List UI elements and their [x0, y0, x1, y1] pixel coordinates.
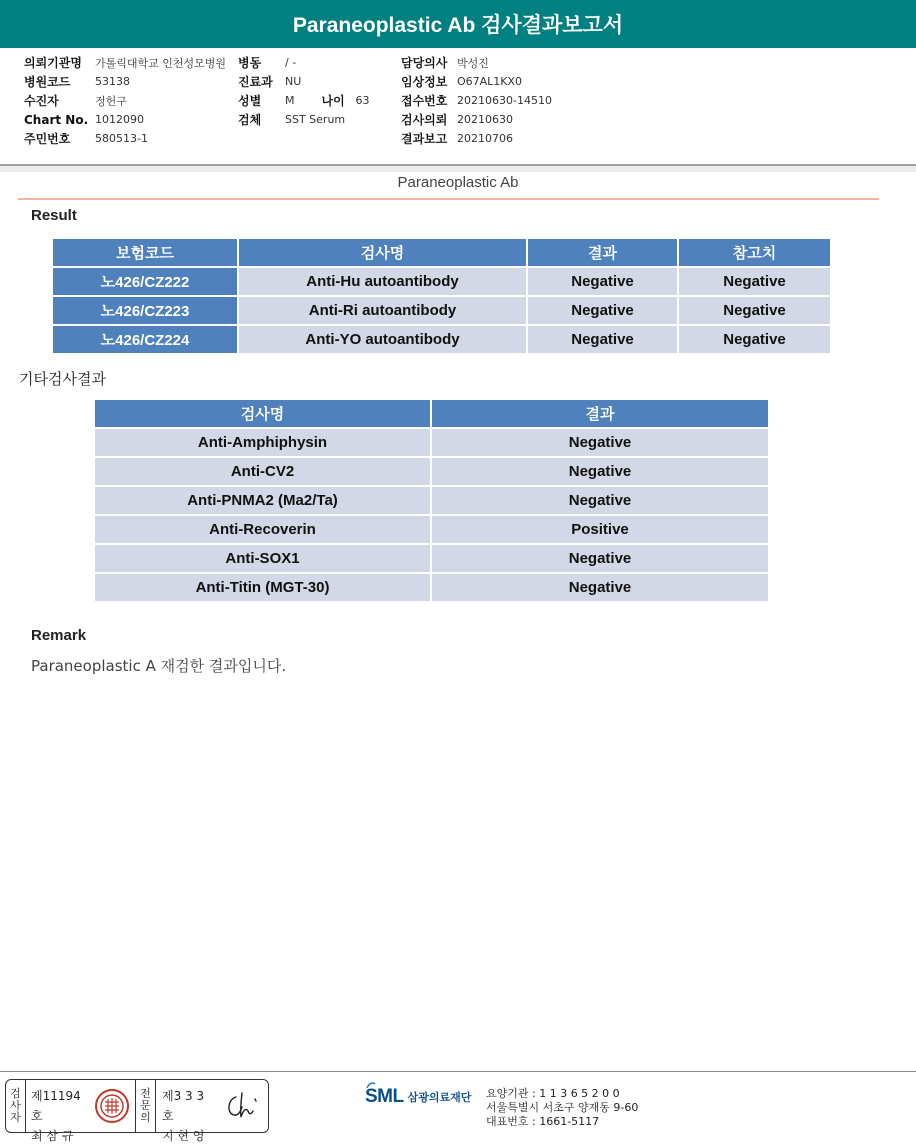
footer-divider [0, 1071, 916, 1072]
specialist-label [136, 1080, 156, 1132]
info-value: O67AL1KX0 [457, 75, 523, 88]
label-char: 사 [10, 1099, 21, 1112]
section-underline [18, 198, 879, 200]
info-row-clinical [401, 72, 552, 91]
col-header-result: 결과 [432, 400, 768, 427]
label-char: 전 [140, 1087, 151, 1100]
reference-value: Negative [679, 297, 830, 324]
signature-icon [222, 1089, 262, 1123]
examiner-license: 제11194호 [31, 1089, 81, 1123]
label-char: 문 [140, 1099, 151, 1112]
info-value: / - [285, 56, 297, 69]
specialist-signature [216, 1080, 268, 1132]
info-value: 박성진 [457, 56, 489, 70]
label-char: 자 [10, 1111, 21, 1124]
info-row-dept [238, 72, 370, 91]
info-row-institution [24, 53, 226, 72]
table-row [95, 487, 768, 514]
patient-info-col1 [24, 53, 226, 148]
info-value: 20210630-14510 [457, 94, 552, 107]
insurance-code: 노426/CZ223 [53, 297, 237, 324]
info-row-sex-age [238, 91, 370, 110]
test-result: Negative [432, 574, 768, 601]
report-title: Paraneoplastic Ab 검사결과보고서 [292, 14, 624, 37]
specialist-name: 지 현 영 [162, 1129, 205, 1143]
table-header-row [95, 400, 768, 427]
examiner-label [6, 1080, 26, 1132]
table-row [53, 268, 830, 295]
info-value: NU [285, 75, 302, 88]
info-label: 의뢰기관명 [24, 56, 82, 70]
organization-phone: 대표번호 : 1661-5117 [486, 1115, 600, 1128]
info-label: Chart No. [24, 112, 89, 127]
table-row [95, 429, 768, 456]
test-result: Negative [432, 545, 768, 572]
table-row [95, 574, 768, 601]
info-row-doctor [401, 53, 552, 72]
test-name: Anti-Recoverin [95, 516, 430, 543]
specialist-license: 제3 3 3 호 [162, 1089, 205, 1123]
info-row-resident-no [24, 129, 226, 148]
table-header-row [53, 239, 830, 266]
logo-swoosh-icon [367, 1082, 375, 1090]
info-label: 검사의뢰 [401, 113, 448, 127]
test-result: Negative [432, 429, 768, 456]
reference-value: Negative [679, 326, 830, 353]
test-name: Anti-SOX1 [95, 545, 430, 572]
remark-text: Paraneoplastic A 재검한 결과입니다. [31, 657, 287, 675]
test-result: Negative [432, 487, 768, 514]
table-row [53, 326, 830, 353]
info-row-ward [238, 53, 370, 72]
info-label: 담당의사 [401, 56, 448, 70]
info-label: 진료과 [238, 75, 273, 89]
divider-band [0, 166, 916, 172]
info-value: 정헌구 [95, 94, 127, 108]
other-results-heading: 기타검사결과 [19, 370, 106, 388]
label-char: 의 [140, 1111, 151, 1124]
test-result: Negative [528, 268, 677, 295]
test-name: Anti-Ri autoantibody [239, 297, 526, 324]
info-row-request-date [401, 110, 552, 129]
col-header-result: 결과 [528, 239, 677, 266]
patient-info-col3 [401, 53, 552, 148]
other-results-table [93, 398, 770, 603]
info-value: 53138 [95, 75, 130, 88]
organization-name: 삼광의료재단 [407, 1091, 472, 1104]
info-label: 결과보고 [401, 132, 448, 146]
test-name: Anti-CV2 [95, 458, 430, 485]
seal-stamp-icon [94, 1088, 130, 1124]
specialist-info [156, 1080, 216, 1143]
info-label: 임상정보 [401, 75, 448, 89]
table-row [95, 516, 768, 543]
patient-info-col2 [238, 53, 370, 129]
result-table [51, 237, 832, 355]
info-value: M [285, 94, 295, 107]
col-header-test-name: 검사명 [95, 400, 430, 427]
info-label: 병원코드 [24, 75, 71, 89]
sml-logo [365, 1086, 471, 1108]
info-value: 580513-1 [95, 132, 148, 145]
info-value: 20210630 [457, 113, 513, 126]
info-label: 나이 [321, 94, 345, 108]
label-char: 검 [10, 1087, 21, 1100]
organization-address: 서울특별시 서초구 양재동 9-60 [486, 1101, 639, 1114]
test-result: Positive [432, 516, 768, 543]
organization-contact [486, 1087, 638, 1129]
insurance-code: 노426/CZ222 [53, 268, 237, 295]
info-row-specimen [238, 110, 370, 129]
info-label: 접수번호 [401, 94, 448, 108]
test-name: Anti-PNMA2 (Ma2/Ta) [95, 487, 430, 514]
info-value: 1012090 [95, 113, 144, 126]
info-row-receipt-no [401, 91, 552, 110]
report-header-bar [0, 0, 916, 48]
info-value: 63 [355, 94, 370, 107]
info-value: 가톨릭대학교 인천성모병원 [95, 56, 227, 70]
test-name: Anti-Amphiphysin [95, 429, 430, 456]
info-value: 20210706 [457, 132, 513, 145]
test-result: Negative [528, 297, 677, 324]
info-row-chart-no [24, 110, 226, 129]
test-result: Negative [528, 326, 677, 353]
examiner-info [26, 1080, 88, 1143]
col-header-test-name: 검사명 [239, 239, 526, 266]
remark-heading: Remark [31, 627, 87, 644]
info-label: 병동 [238, 56, 262, 70]
institution-code: 요양기관 : 1 1 3 6 5 2 0 0 [486, 1087, 620, 1100]
table-row [95, 458, 768, 485]
info-label: 검체 [238, 113, 262, 127]
reference-value: Negative [679, 268, 830, 295]
info-row-report-date [401, 129, 552, 148]
info-value: SST Serum [285, 113, 346, 126]
test-name: Anti-YO autoantibody [239, 326, 526, 353]
table-row [53, 297, 830, 324]
result-heading: Result [31, 207, 77, 224]
col-header-insurance-code: 보험코드 [53, 239, 237, 266]
section-title: Paraneoplastic Ab [397, 174, 519, 191]
insurance-code: 노426/CZ224 [53, 326, 237, 353]
table-row [95, 545, 768, 572]
info-label: 성별 [238, 94, 262, 108]
info-row-hospital-code [24, 72, 226, 91]
info-label: 수진자 [24, 94, 59, 108]
test-name: Anti-Titin (MGT-30) [95, 574, 430, 601]
examiner-seal [88, 1080, 136, 1132]
info-row-patient [24, 91, 226, 110]
examiner-name: 최 삼 규 [31, 1129, 74, 1143]
test-name: Anti-Hu autoantibody [239, 268, 526, 295]
signature-box [5, 1079, 269, 1143]
logo-text: SML [365, 1086, 404, 1107]
col-header-reference: 참고치 [679, 239, 830, 266]
test-result: Negative [432, 458, 768, 485]
info-label: 주민번호 [24, 132, 71, 146]
